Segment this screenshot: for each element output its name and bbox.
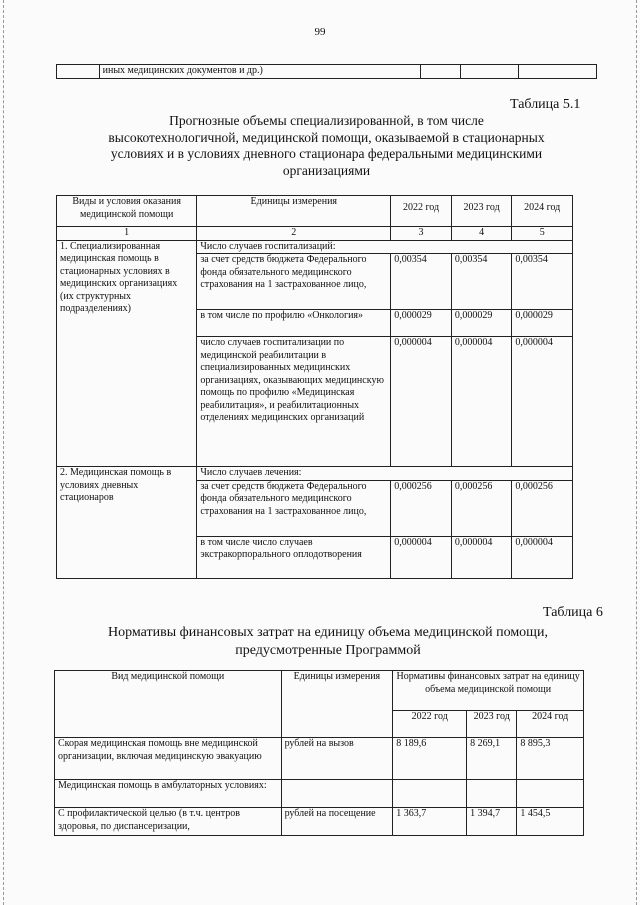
t5-row1-item3-unit: число случаев госпитализации по медицинской реабилитации в специализированных медицинских организациях, оказывающих медицинскую помощь по профилю «Медицинская реабилитация», и реабилитационных отделениях медицинских организаций bbox=[197, 337, 391, 467]
table6 bbox=[54, 670, 584, 836]
t5-header-2024: 2024 год bbox=[512, 196, 573, 227]
t6-row2-2023 bbox=[467, 780, 517, 808]
t5-row2-item1-2022: 0,000256 bbox=[391, 480, 452, 536]
t5-row1-item3-2023: 0,000004 bbox=[451, 337, 512, 467]
t5-colnum-2: 2 bbox=[197, 227, 391, 241]
t5-row1-item2-2024: 0,000029 bbox=[512, 310, 573, 337]
t6-row1-2023: 8 269,1 bbox=[467, 738, 517, 780]
right-margin-dashes bbox=[636, 0, 638, 905]
t6-header-2023: 2023 год bbox=[467, 711, 517, 738]
t6-row2-unit bbox=[281, 780, 393, 808]
t5-row2-item1-2023: 0,000256 bbox=[451, 480, 512, 536]
t5-row1-item1-2023: 0,00354 bbox=[451, 254, 512, 310]
t5-row1-item1-unit: за счет средств бюджета Федерального фонда обязательного медицинского страхования на 1 застрахованное лицо, bbox=[197, 254, 391, 310]
t5-header-kind: Виды и условия оказания медицинской помощи bbox=[57, 196, 197, 227]
t5-colnum-3: 3 bbox=[391, 227, 452, 241]
t5-row1-item3-2022: 0,000004 bbox=[391, 337, 452, 467]
t6-row3-2022: 1 363,7 bbox=[393, 808, 467, 836]
table6-label: Таблица 6 bbox=[543, 605, 603, 620]
top-fragment-table bbox=[56, 64, 597, 79]
table5-1-label: Таблица 5.1 bbox=[510, 97, 581, 112]
t5-row2-item2-unit: в том числе число случаев экстракорпорального оплодотворения bbox=[197, 536, 391, 578]
t6-row2-2024 bbox=[517, 780, 584, 808]
t5-row2-kind: 2. Медицинская помощь в условиях дневных стационаров bbox=[57, 467, 197, 579]
t5-row1-item1-2024: 0,00354 bbox=[512, 254, 573, 310]
t5-row2-item2-2024: 0,000004 bbox=[512, 536, 573, 578]
t5-row2-section: Число случаев лечения: bbox=[197, 467, 573, 481]
t5-header-2022: 2022 год bbox=[391, 196, 452, 227]
t6-row3-2023: 1 394,7 bbox=[467, 808, 517, 836]
t6-header-unit: Единицы измерения bbox=[281, 671, 393, 738]
t6-header-kind: Вид медицинской помощи bbox=[55, 671, 282, 738]
t5-row2-item2-2023: 0,000004 bbox=[451, 536, 512, 578]
t5-row1-item3-2024: 0,000004 bbox=[512, 337, 573, 467]
t5-row1-kind: 1. Специализированная медицинская помощь в стационарных условиях в медицинских организациях (их структурных подразделениях) bbox=[57, 240, 197, 467]
table6-title: Нормативы финансовых затрат на единицу объема медицинской помощи, предусмотренные Программой bbox=[108, 625, 548, 658]
t5-row2-item1-unit: за счет средств бюджета Федерального фонда обязательного медицинского страхования на 1 застрахованное лицо, bbox=[197, 480, 391, 536]
t6-header-norms: Нормативы финансовых затрат на единицу объема медицинской помощи bbox=[393, 671, 584, 711]
t5-row2-item1-2024: 0,000256 bbox=[512, 480, 573, 536]
t6-row1-unit: рублей на вызов bbox=[281, 738, 393, 780]
t5-colnum-5: 5 bbox=[512, 227, 573, 241]
top-fragment-text: иных медицинских документов и др.) bbox=[99, 65, 421, 79]
t5-row1-item1-2022: 0,00354 bbox=[391, 254, 452, 310]
table5-1-title: Прогнозные объемы специализированной, в том числе высокотехнологичной, медицинской помощи, оказываемой в стационарных условиях и в условиях дневного стационара федеральными медицинскими организациями bbox=[108, 113, 545, 178]
t5-colnum-4: 4 bbox=[451, 227, 512, 241]
t5-header-unit: Единицы измерения bbox=[197, 196, 391, 227]
t6-row1-2022: 8 189,6 bbox=[393, 738, 467, 780]
t5-row1-item2-2023: 0,000029 bbox=[451, 310, 512, 337]
t6-row1-kind: Скорая медицинская помощь вне медицинской организации, включая медицинскую эвакуацию bbox=[55, 738, 282, 780]
page-number: 99 bbox=[314, 26, 326, 38]
t5-row2-item2-2022: 0,000004 bbox=[391, 536, 452, 578]
t5-row1-section: Число случаев госпитализаций: bbox=[197, 240, 573, 254]
t6-header-2022: 2022 год bbox=[393, 711, 467, 738]
t5-row1-item2-unit: в том числе по профилю «Онкология» bbox=[197, 310, 391, 337]
t5-colnum-1: 1 bbox=[57, 227, 197, 241]
t5-header-2023: 2023 год bbox=[451, 196, 512, 227]
t6-row2-2022 bbox=[393, 780, 467, 808]
t6-row1-2024: 8 895,3 bbox=[517, 738, 584, 780]
left-margin-dashes bbox=[3, 0, 5, 905]
t6-header-2024: 2024 год bbox=[517, 711, 584, 738]
table5-1 bbox=[56, 195, 573, 579]
t6-row3-unit: рублей на посещение bbox=[281, 808, 393, 836]
t6-row3-kind: С профилактической целью (в т.ч. центров здоровья, по диспансеризации, bbox=[55, 808, 282, 836]
t5-row1-item2-2022: 0,000029 bbox=[391, 310, 452, 337]
t6-row2-kind: Медицинская помощь в амбулаторных условиях: bbox=[55, 780, 282, 808]
t6-row3-2024: 1 454,5 bbox=[517, 808, 584, 836]
